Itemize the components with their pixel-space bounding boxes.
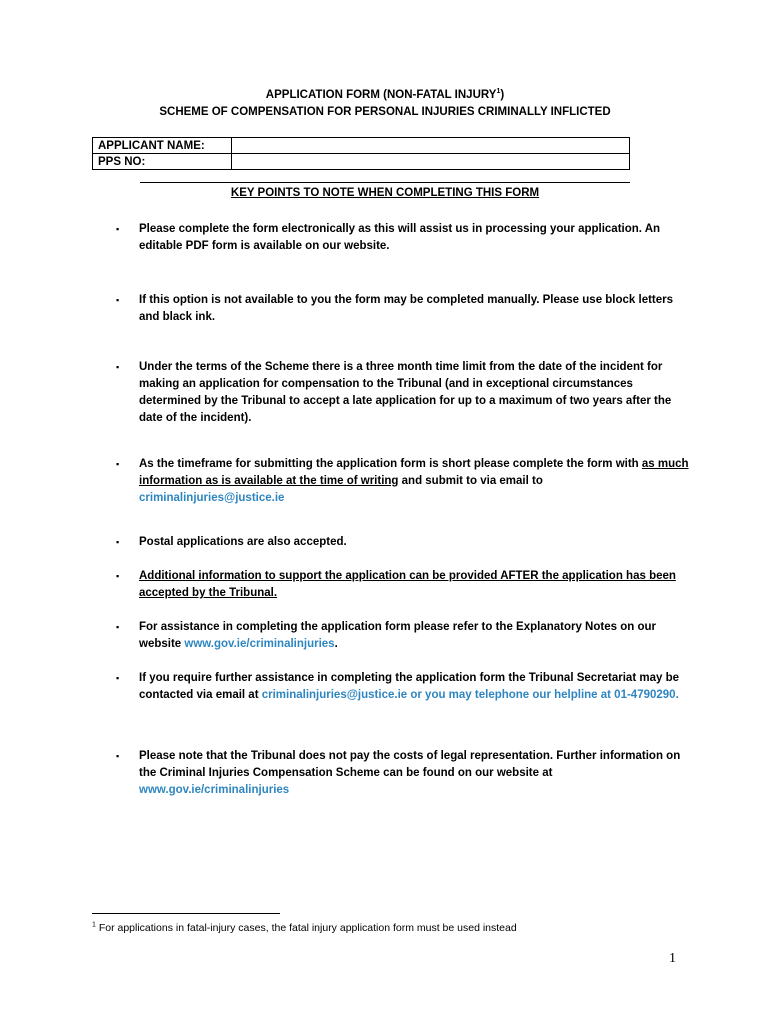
bullet-marker: ▪	[116, 459, 120, 469]
bullet-marker: ▪	[116, 751, 120, 761]
bullet-text: If this option is not available to you the form may be completed manually. Please use block letters and black ink.	[139, 294, 674, 323]
pps-field[interactable]	[232, 154, 630, 170]
bullet-marker: ▪	[116, 571, 120, 581]
website-link[interactable]: www.gov.ie/criminalinjuries	[184, 638, 335, 650]
form-title: APPLICATION FORM (NON-FATAL INJURY$^1$)	[265, 88, 505, 101]
bullet-marker: ▪	[116, 622, 120, 632]
bullet-text: Postal applications are also accepted.	[139, 536, 347, 548]
footnote-ref: 1	[496, 88, 501, 96]
footnote-separator	[92, 913, 280, 914]
applicant-name-field[interactable]	[232, 138, 630, 154]
bullet-marker: ▪	[116, 295, 120, 305]
bullet-marker: ▪	[116, 362, 120, 372]
applicant-table	[92, 137, 630, 170]
pps-row	[93, 154, 630, 170]
bullet-text: Under the terms of the Scheme there is a three month time limit from the date of the incident for making an application for compensation to the Tribunal (and in exceptional circumstances determined by the Tribunal to accept a late application for up to a maximum of two years after the date of the incident).	[139, 361, 672, 424]
footnote-marker: 1	[92, 921, 96, 929]
bullet-text: If you require further assistance in completing the application form the Tribunal Secretariat may be contacted via email at criminalinjuries@justice.ie or you may telephone our helpline at 01-4790290.	[139, 672, 679, 701]
bullet-marker: ▪	[116, 537, 120, 547]
pps-label: PPS NO:	[93, 154, 232, 170]
bullet-text: Additional information to support the application can be provided AFTER the application has been accepted by the Tribunal.	[139, 570, 676, 599]
email-link[interactable]: criminalinjuries@justice.ie or you may telephone our helpline at 01-4790290.	[261, 689, 679, 701]
website-link[interactable]: www.gov.ie/criminalinjuries	[139, 784, 290, 796]
bullet-text: Please complete the form electronically as this will assist us in processing your application. An editable PDF form is available on our website.	[139, 223, 661, 252]
bullet-text: As the timeframe for submitting the application form is short please complete the form with as much information as is available at the time of writing and submit to via email to criminalinjuries@justice.ie	[139, 458, 689, 504]
footnote: $^1$ For applications in fatal-injury cases, the fatal injury application form must be used instead	[92, 921, 517, 934]
bullet-marker: ▪	[116, 673, 120, 683]
bullet-text: Please note that the Tribunal does not pay the costs of legal representation. Further information on the Criminal Injuries Compensation Scheme can be found on our website at www.gov.ie/criminalinjuries	[139, 750, 681, 796]
scheme-title: SCHEME OF COMPENSATION FOR PERSONAL INJURIES CRIMINALLY INFLICTED	[159, 106, 611, 118]
bullet-text: For assistance in completing the application form please refer to the Explanatory Notes on our website www.gov.ie/criminalinjuries.	[139, 621, 656, 650]
applicant-name-row	[93, 138, 630, 154]
key-points-heading: KEY POINTS TO NOTE WHEN COMPLETING THIS FORM	[230, 187, 540, 199]
divider-line	[140, 182, 630, 183]
email-link[interactable]: criminalinjuries@justice.ie	[139, 492, 285, 504]
page-number: 1	[669, 951, 676, 966]
bullet-marker: ▪	[116, 224, 120, 234]
applicant-name-label: APPLICANT NAME:	[93, 138, 232, 154]
emphasis-text: as much information as is available at the time of writing	[139, 458, 689, 487]
